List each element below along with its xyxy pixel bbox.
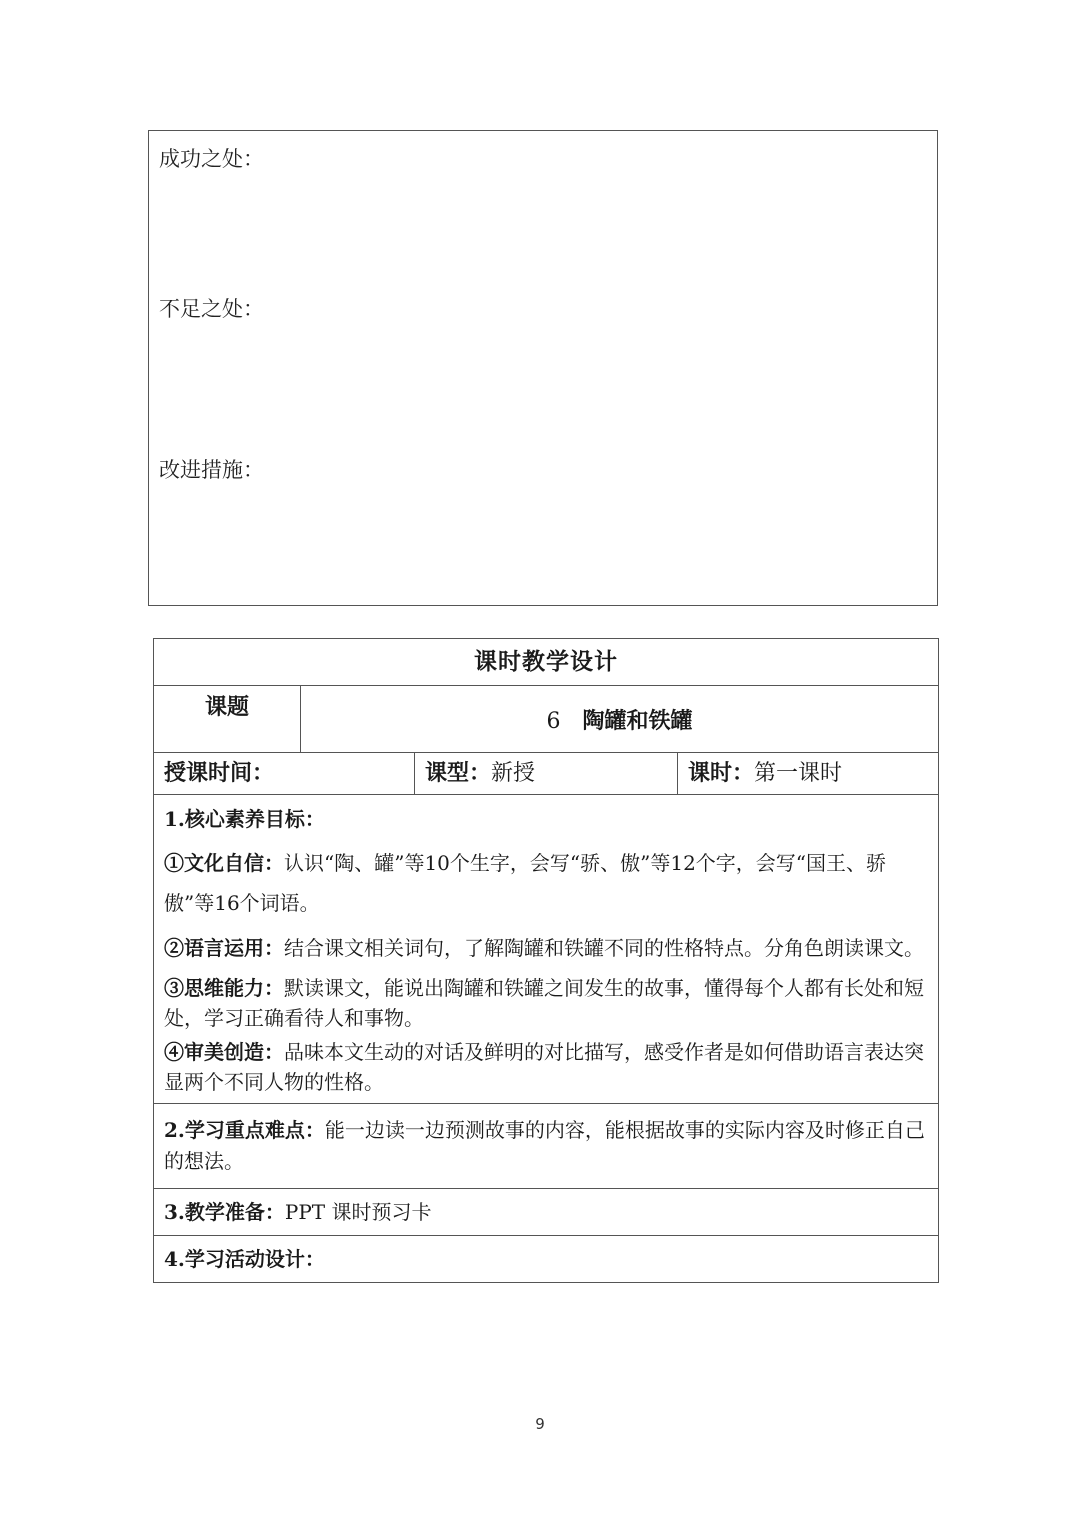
time-label: 授课时间： bbox=[164, 759, 275, 786]
table-title: 课时教学设计 bbox=[154, 639, 939, 686]
topic-number: 6 bbox=[546, 709, 561, 735]
goals-heading: 1.核心素养目标： bbox=[164, 807, 325, 831]
type-label: 课型： bbox=[425, 759, 492, 786]
topic-value-cell bbox=[301, 686, 939, 753]
success-label: 成功之处： bbox=[159, 147, 264, 171]
activity-label: 4.学习活动设计： bbox=[164, 1246, 325, 1271]
activity-cell bbox=[154, 1236, 939, 1283]
goal-item bbox=[164, 843, 928, 923]
prep-text: PPT 课时预习卡 bbox=[284, 1199, 432, 1224]
prep-cell bbox=[154, 1189, 939, 1236]
key-points-cell bbox=[154, 1104, 939, 1189]
goal-text: 认识“陶、罐”等10个生字，会写“骄、傲”等12个字，会写“国王、骄傲”等16个词语。 bbox=[164, 851, 887, 915]
time-cell bbox=[154, 753, 415, 795]
topic-label: 课题 bbox=[154, 686, 301, 753]
goal-item bbox=[164, 933, 928, 963]
page-number: 9 bbox=[535, 1415, 545, 1433]
goals-cell bbox=[154, 795, 939, 1104]
key-points-text: 能一边读一边预测故事的内容，能根据故事的实际内容及时修正自己的想法。 bbox=[164, 1118, 925, 1173]
period-value: 第一课时 bbox=[754, 760, 843, 786]
type-value: 新授 bbox=[491, 760, 536, 786]
goal-key: ①文化自信： bbox=[164, 851, 284, 875]
goal-key: ③思维能力： bbox=[164, 976, 284, 1000]
type-cell bbox=[415, 753, 678, 795]
goal-text: 结合课文相关词句，了解陶罐和铁罐不同的性格特点。分角色朗读课文。 bbox=[284, 936, 924, 960]
period-label: 课时： bbox=[688, 759, 755, 786]
goal-text: 默读课文，能说出陶罐和铁罐之间发生的故事，懂得每个人都有长处和短处，学习正确看待人和事物。 bbox=[164, 976, 924, 1030]
goal-text: 品味本文生动的对话及鲜明的对比描写，感受作者是如何借助语言表达突显两个不同人物的性格。 bbox=[164, 1040, 924, 1094]
prep-label: 3.教学准备： bbox=[164, 1199, 285, 1224]
goal-item bbox=[164, 1037, 928, 1097]
goal-key: ②语言运用： bbox=[164, 936, 284, 960]
reflection-box bbox=[148, 130, 938, 606]
improve-label: 改进措施： bbox=[159, 458, 264, 482]
goal-key: ④审美创造： bbox=[164, 1040, 284, 1064]
period-cell bbox=[678, 753, 939, 795]
topic-value: 陶罐和铁罐 bbox=[582, 708, 693, 735]
goal-item bbox=[164, 973, 928, 1033]
lesson-design-table bbox=[153, 638, 939, 1283]
shortfall-label: 不足之处： bbox=[159, 297, 264, 321]
key-points-label: 2.学习重点难点： bbox=[164, 1118, 325, 1142]
